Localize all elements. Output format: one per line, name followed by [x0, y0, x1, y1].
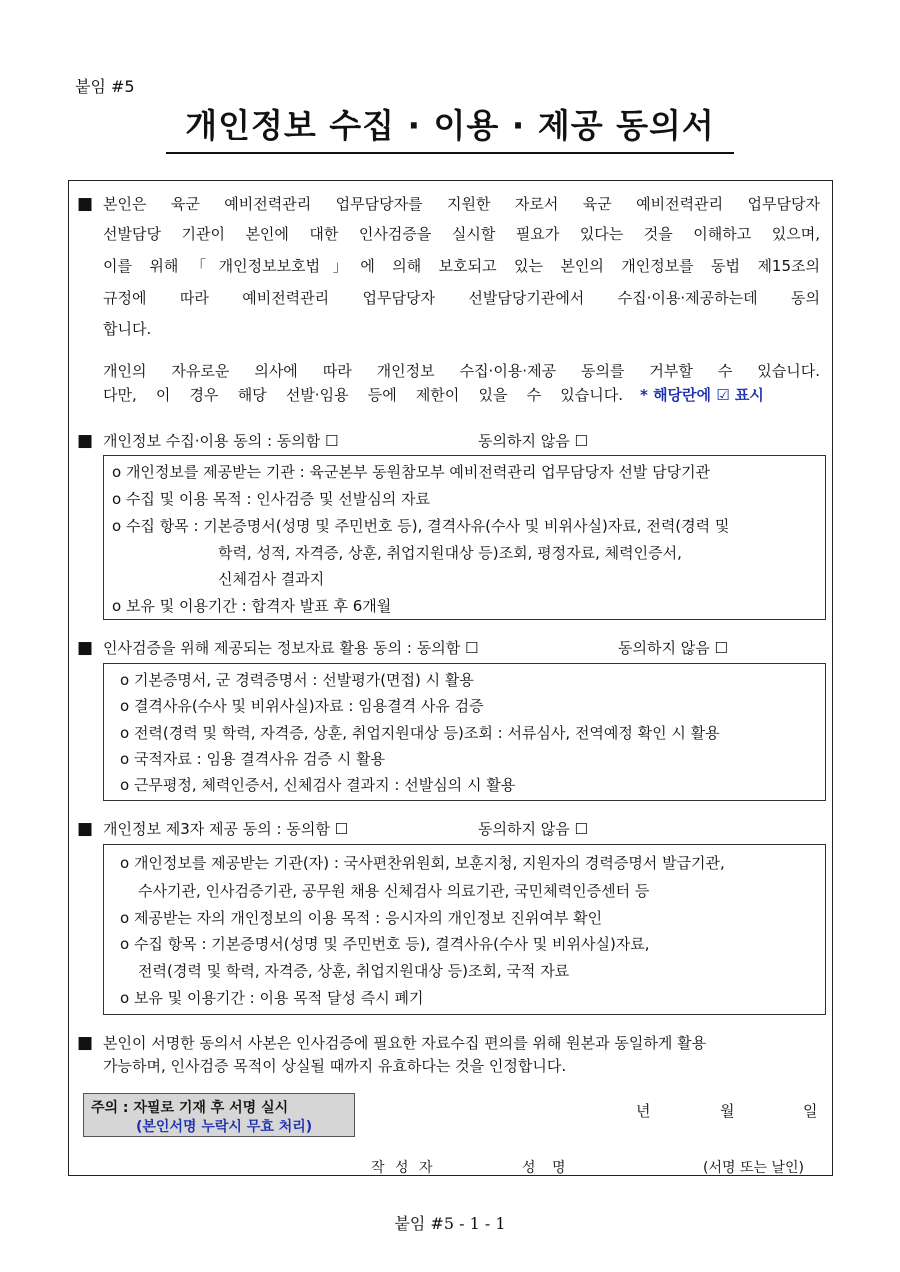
notice-line-2: (본인서명 누락시 무효 처리): [136, 1119, 313, 1135]
section3-title: 개인정보 제3자 제공 동의 : 동의함 ☐: [103, 820, 349, 838]
section1-item: o 수집 및 이용 목적 : 인사검증 및 선발심의 자료: [112, 490, 430, 508]
notice-line-1: 주의 : 자필로 기재 후 서명 실시: [91, 1100, 289, 1116]
section3-disagree[interactable]: 동의하지 않음 ☐: [478, 820, 588, 838]
page-footer: 붙임 #5 - 1 - 1: [394, 1214, 506, 1233]
bullet-square-icon: ■: [77, 638, 94, 658]
section3-item: o 수집 항목 : 기본증명서(성명 및 주민번호 등), 결격사유(수사 및 비위사실)자료,: [120, 935, 650, 953]
section2-item: o 결격사유(수사 및 비위사실)자료 : 임용결격 사유 검증: [120, 697, 484, 715]
attachment-label: 붙임 #5: [75, 77, 135, 96]
date-year[interactable]: 년: [636, 1102, 651, 1120]
section1-item: o 수집 항목 : 기본증명서(성명 및 주민번호 등), 결격사유(수사 및 비위사실)자료, 전력(경력 및: [112, 517, 730, 535]
section2-item: o 국적자료 : 임용 결격사유 검증 시 활용: [120, 750, 385, 768]
bullet-square-icon: ■: [77, 819, 94, 839]
section2-disagree[interactable]: 동의하지 않음 ☐: [618, 639, 728, 657]
mark-note: * 해당란에 ☑ 표시: [640, 386, 764, 404]
signature-notice-box: [83, 1093, 355, 1137]
final-line-1: 본인이 서명한 동의서 사본은 인사검증에 필요한 자료수집 편의를 위해 원본과 동일하게 활용: [103, 1034, 707, 1052]
title-underline: [166, 152, 734, 154]
section1-item: o 개인정보를 제공받는 기관 : 육군본부 동원참모부 예비전력관리 업무담당자 선발 담당기관: [112, 463, 711, 481]
name-label[interactable]: 성 명: [522, 1160, 572, 1176]
final-line-2: 가능하며, 인사검증 목적이 상실될 때까지 유효하다는 것을 인정합니다.: [103, 1057, 567, 1075]
date-day[interactable]: 일: [803, 1102, 818, 1120]
refuse-line-1: 개인의 자유로운 의사에 따라 개인정보 수집·이용·제공 동의를 거부할 수 있습니다.: [103, 362, 820, 380]
date-month[interactable]: 월: [720, 1102, 735, 1120]
writer-label: 작 성 자: [371, 1160, 436, 1176]
refuse-line-2: 다만, 이 경우 해당 선발·임용 등에 제한이 있을 수 있습니다.: [103, 386, 623, 404]
section2-item: o 전력(경력 및 학력, 자격증, 상훈, 취업지원대상 등)조회 : 서류심사, 전역예정 확인 시 활용: [120, 724, 720, 742]
section2-title: 인사검증을 위해 제공되는 정보자료 활용 동의 : 동의함 ☐: [103, 639, 479, 657]
bullet-square-icon: ■: [77, 431, 94, 451]
sign-hint[interactable]: (서명 또는 날인): [703, 1160, 804, 1176]
intro-line-2: 선발담당 기관이 본인에 대한 인사검증을 실시할 필요가 있다는 것을 이해하고 있으며,: [103, 225, 820, 243]
section3-item: 전력(경력 및 학력, 자격증, 상훈, 취업지원대상 등)조회, 국적 자료: [138, 962, 570, 980]
bullet-square-icon: ■: [77, 1033, 94, 1053]
section1-title: 개인정보 수집·이용 동의 : 동의함 ☐: [103, 432, 339, 450]
intro-line-1: 본인은 육군 예비전력관리 업무담당자를 지원한 자로서 육군 예비전력관리 업무담당자: [103, 195, 820, 213]
section3-item: o 보유 및 이용기간 : 이용 목적 달성 즉시 폐기: [120, 989, 424, 1007]
section1-disagree[interactable]: 동의하지 않음 ☐: [478, 432, 588, 450]
section2-item: o 근무평정, 체력인증서, 신체검사 결과지 : 선발심의 시 활용: [120, 776, 516, 794]
section1-item: o 보유 및 이용기간 : 합격자 발표 후 6개월: [112, 597, 392, 615]
section3-item: 수사기관, 인사검증기관, 공무원 채용 신체검사 의료기관, 국민체력인증센터 등: [138, 882, 650, 900]
section2-item: o 기본증명서, 군 경력증명서 : 선발평가(면접) 시 활용: [120, 671, 474, 689]
section1-item: 학력, 성적, 자격증, 상훈, 취업지원대상 등)조회, 평정자료, 체력인증서,: [218, 544, 682, 562]
intro-line-3: 이를 위해「개인정보보호법」에 의해 보호되고 있는 본인의 개인정보를 동법 제15조의: [103, 257, 820, 275]
intro-line-4: 규정에 따라 예비전력관리 업무담당자 선발담당기관에서 수집·이용·제공하는데 동의: [103, 289, 820, 307]
section1-item: 신체검사 결과지: [218, 570, 325, 588]
section3-item: o 개인정보를 제공받는 기관(자) : 국사편찬위원회, 보훈지청, 지원자의 경력증명서 발급기관,: [120, 854, 725, 872]
section3-item: o 제공받는 자의 개인정보의 이용 목적 : 응시자의 개인정보 진위여부 확인: [120, 909, 603, 927]
page-title: 개인정보 수집 · 이용 · 제공 동의서: [185, 106, 715, 145]
intro-line-5: 합니다.: [103, 320, 152, 338]
bullet-square-icon: ■: [77, 194, 94, 214]
